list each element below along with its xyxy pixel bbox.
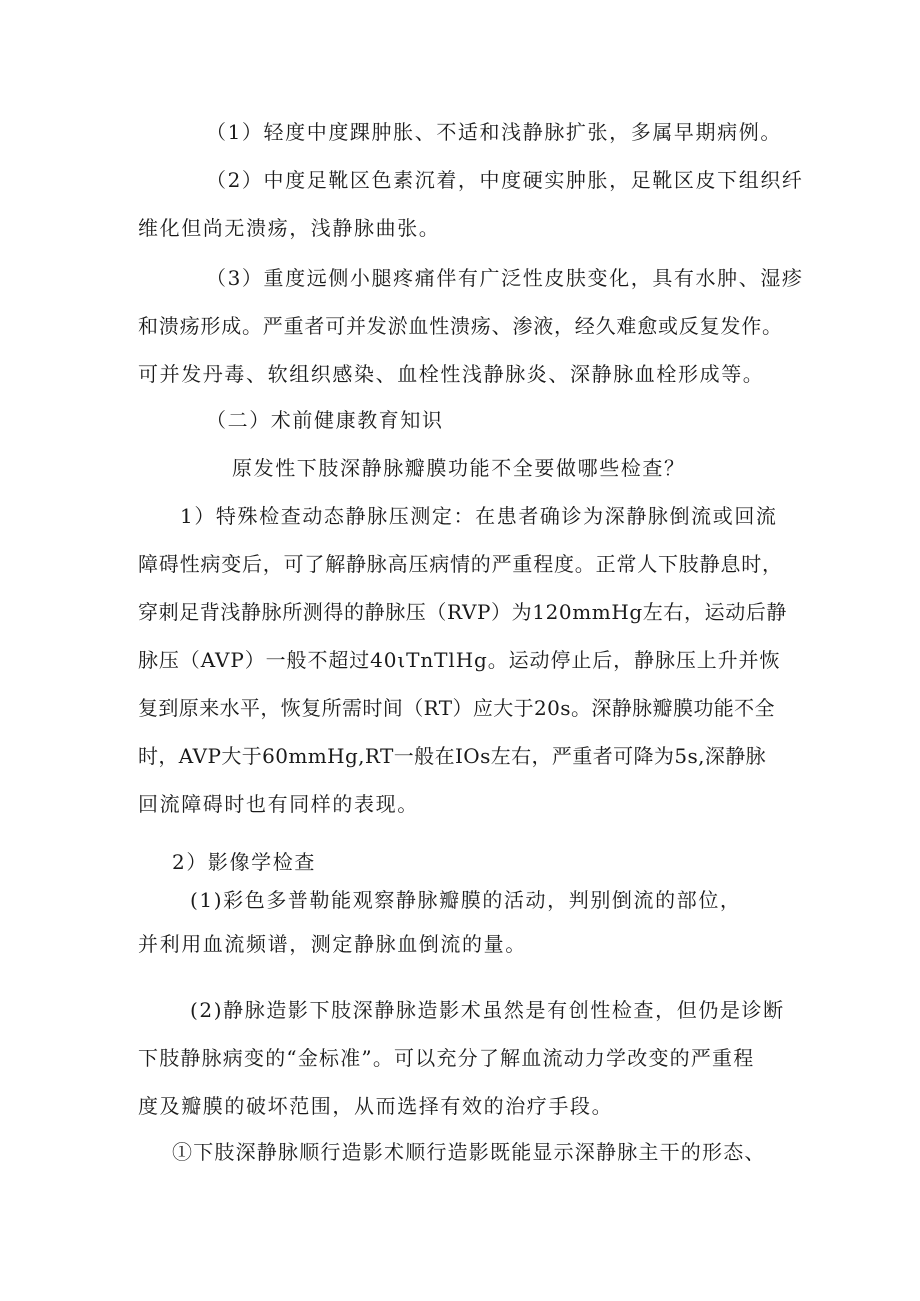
text-line: 障碍性病变后，可了解静脉高压病情的严重程度。正常人下肢静息时，: [138, 552, 783, 576]
text-line: 穿刺足背浅静脉所测得的静脉压（RVP）为120mmHg左右，运动后静: [138, 600, 787, 624]
text-line: ①下肢深静脉顺行造影术顺行造影既能显示深静脉主干的形态、: [172, 1140, 766, 1164]
text-line: 维化但尚无溃疡，浅静脉曲张。: [138, 216, 441, 240]
text-line: 时，AVP大于60mmHg,RT一般在IOs左右，严重者可降为5s,深静脉: [138, 744, 767, 768]
text-line: （1）轻度中度踝肿胀、不适和浅静脉扩张，多属早期病例。: [206, 120, 782, 144]
section-heading-text: （二）术前健康教育知识: [206, 408, 444, 432]
question-text: 原发性下肢深静脉瓣膜功能不全要做哪些检查？: [232, 456, 686, 480]
paragraph-ankle-moderate: [138, 156, 804, 252]
text-line: 可并发丹毒、软组织感染、血栓性浅静脉炎、深静脉血栓形成等。: [138, 362, 765, 386]
paragraph-dynamic-venous-pressure: [138, 492, 787, 828]
text-line: 度及瓣膜的破坏范围，从而选择有效的治疗手段。: [138, 1094, 614, 1118]
paragraph-antegrade-venography: [172, 1128, 766, 1176]
text-line: （2）中度足靴区色素沉着，中度硬实肿胀，足靴区皮下组织纤: [206, 168, 804, 192]
section-heading-preop-education: [206, 396, 444, 444]
text-line: (1)彩色多普勒能观察静脉瓣膜的活动，判别倒流的部位，: [190, 888, 742, 912]
text-line: 和溃疡形成。严重者可并发淤血性溃疡、渗液，经久难愈或反复发作。: [138, 314, 783, 338]
paragraph-ankle-mild: [206, 108, 782, 156]
text-line: (2)静脉造影下肢深静脉造影术虽然是有创性检查，但仍是诊断: [190, 998, 785, 1022]
text-line: 1）特殊检查动态静脉压测定：在患者确诊为深静脉倒流或回流: [180, 504, 778, 528]
text-line: 并利用血流频谱，测定静脉血倒流的量。: [138, 932, 527, 956]
text-line: 脉压（AVP）一般不超过40ιTnTlHg。运动停止后，静脉压上升并恢: [138, 648, 781, 672]
paragraph-venography: [138, 986, 785, 1130]
text-line: 回流障碍时也有同样的表现。: [138, 792, 419, 816]
paragraph-ankle-severe: [138, 254, 804, 398]
question-heading: [232, 444, 686, 492]
paragraph-color-doppler: [138, 878, 742, 966]
text-line: 2）影像学检查: [172, 850, 316, 874]
text-line: （3）重度远侧小腿疼痛伴有广泛性皮肤变化，具有水肿、湿疹: [206, 266, 804, 290]
text-line: 下肢静脉病变的“金标准”。可以充分了解血流动力学改变的严重程: [138, 1046, 755, 1070]
text-line: 复到原来水平，恢复所需时间（RT）应大于20s。深静脉瓣膜功能不全: [138, 696, 775, 720]
